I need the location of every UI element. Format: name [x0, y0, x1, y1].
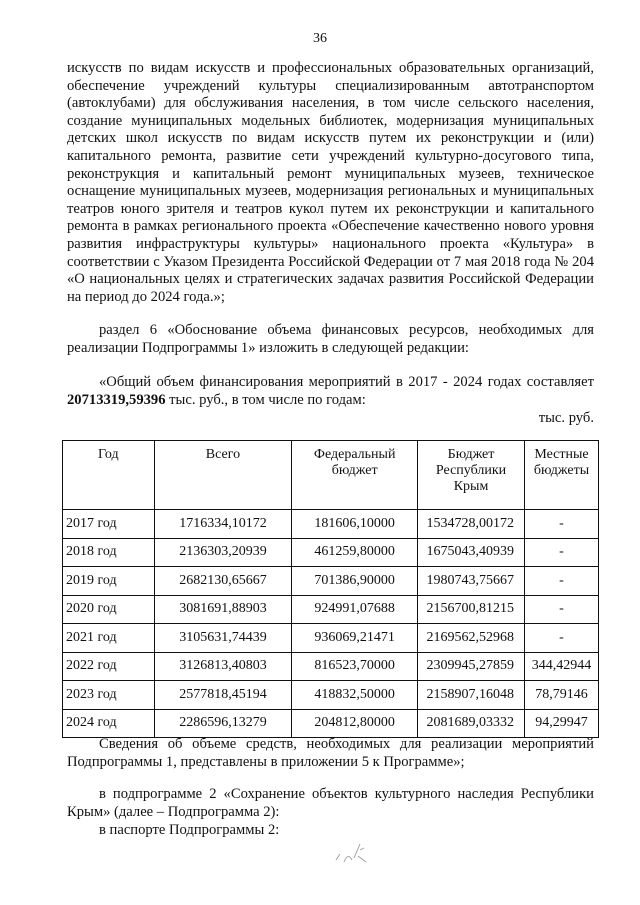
cell-year: 2020 год	[63, 595, 155, 624]
table-row	[63, 624, 599, 653]
passport-line: в паспорте Подпрограммы 2:	[99, 822, 280, 838]
cell-total: 2682130,65667	[154, 567, 292, 596]
header-federal: Федеральный бюджет	[292, 441, 418, 510]
total-text-after: тыс. руб., в том числе по годам:	[165, 391, 366, 408]
cell-local: 94,29947	[525, 709, 599, 738]
cell-local: -	[525, 567, 599, 596]
subprogram2-paragraph: в подпрограмме 2 «Сохранение объектов культурного наследия Республики Крым» (далее – Подпрограмма 2):	[67, 786, 594, 820]
cell-local: -	[525, 510, 599, 539]
cell-local: -	[525, 538, 599, 567]
cell-total: 3081691,88903	[154, 595, 292, 624]
table-row	[63, 567, 599, 596]
cell-year: 2022 год	[63, 652, 155, 681]
cell-local: -	[525, 595, 599, 624]
section6-paragraph: раздел 6 «Обоснование объема финансовых ресурсов, необходимых для реализации Подпрограммы 1» изложить в следующей редакции:	[67, 322, 594, 356]
cell-total: 1716334,10172	[154, 510, 292, 539]
header-total: Всего	[154, 441, 292, 510]
signature-mark	[330, 836, 378, 866]
table-row	[63, 681, 599, 710]
funding-table	[62, 440, 599, 738]
table-row	[63, 595, 599, 624]
cell-year: 2019 год	[63, 567, 155, 596]
cell-year: 2017 год	[63, 510, 155, 539]
total-text-before: «Общий объем финансирования мероприятий в 2017 - 2024 годах составляет	[99, 374, 594, 390]
cell-total: 2136303,20939	[154, 538, 292, 567]
header-local: Местные бюджеты	[525, 441, 599, 510]
total-amount: 20713319,59396	[67, 391, 166, 408]
cell-republic: 1534728,00172	[418, 510, 525, 539]
cell-republic: 2156700,81215	[418, 595, 525, 624]
header-year: Год	[63, 441, 155, 510]
cell-total: 3126813,40803	[154, 652, 292, 681]
cell-federal: 816523,70000	[292, 652, 418, 681]
cell-total: 2286596,13279	[154, 709, 292, 738]
info-paragraph: Сведения об объеме средств, необходимых для реализации мероприятий Подпрограммы 1, представлены в приложении 5 к Программе»;	[67, 736, 594, 770]
table-row	[63, 709, 599, 738]
cell-federal: 924991,07688	[292, 595, 418, 624]
cell-federal: 936069,21471	[292, 624, 418, 653]
cell-total: 2577818,45194	[154, 681, 292, 710]
cell-republic: 1675043,40939	[418, 538, 525, 567]
cell-republic: 2081689,03332	[418, 709, 525, 738]
cell-republic: 2169562,52968	[418, 624, 525, 653]
cell-local: 344,42944	[525, 652, 599, 681]
header-republic: Бюджет Республики Крым	[418, 441, 525, 510]
cell-year: 2023 год	[63, 681, 155, 710]
units-label: тыс. руб.	[538, 410, 594, 426]
intro-paragraph: искусств по видам искусств и профессиональных образовательных организаций, обеспечение учреждений культуры специализированным автотранспортом (автоклубами) для обслуживания населения, в том числе сельского населения, создание муниципальных модельных библиотек, модернизация муниципальных детских школ искусств по видам искусств путем их реконструкции и (или) капитального ремонта, развитие сети учреждений культурно-досугового типа, реконструкция и капитальный ремонт муниципальных музеев, техническое оснащение муниципальных музеев, модернизация региональных и муниципальных театров юного зрителя и театров кукол путем их реконструкции и капитального ремонта в рамках регионального проекта «Обеспечение качественно нового уровня развития инфраструктуры культуры» национального проекта «Культура» в соответствии с Указом Президента Российской Федерации от 7 мая 2018 года № 204 «О национальных целях и стратегических задачах развития Российской Федерации на период до 2024 года.»;	[67, 60, 594, 305]
cell-federal: 701386,90000	[292, 567, 418, 596]
table-row	[63, 510, 599, 539]
cell-local: 78,79146	[525, 681, 599, 710]
cell-year: 2024 год	[63, 709, 155, 738]
cell-year: 2018 год	[63, 538, 155, 567]
cell-federal: 418832,50000	[292, 681, 418, 710]
cell-republic: 1980743,75667	[418, 567, 525, 596]
total-funding-paragraph	[67, 374, 594, 409]
cell-total: 3105631,74439	[154, 624, 292, 653]
cell-federal: 204812,80000	[292, 709, 418, 738]
cell-federal: 461259,80000	[292, 538, 418, 567]
cell-republic: 2158907,16048	[418, 681, 525, 710]
cell-federal: 181606,10000	[292, 510, 418, 539]
table-row	[63, 652, 599, 681]
table-row	[63, 538, 599, 567]
cell-local: -	[525, 624, 599, 653]
cell-year: 2021 год	[63, 624, 155, 653]
table-header-row	[63, 441, 599, 510]
cell-republic: 2309945,27859	[418, 652, 525, 681]
page-number: 36	[313, 31, 327, 46]
